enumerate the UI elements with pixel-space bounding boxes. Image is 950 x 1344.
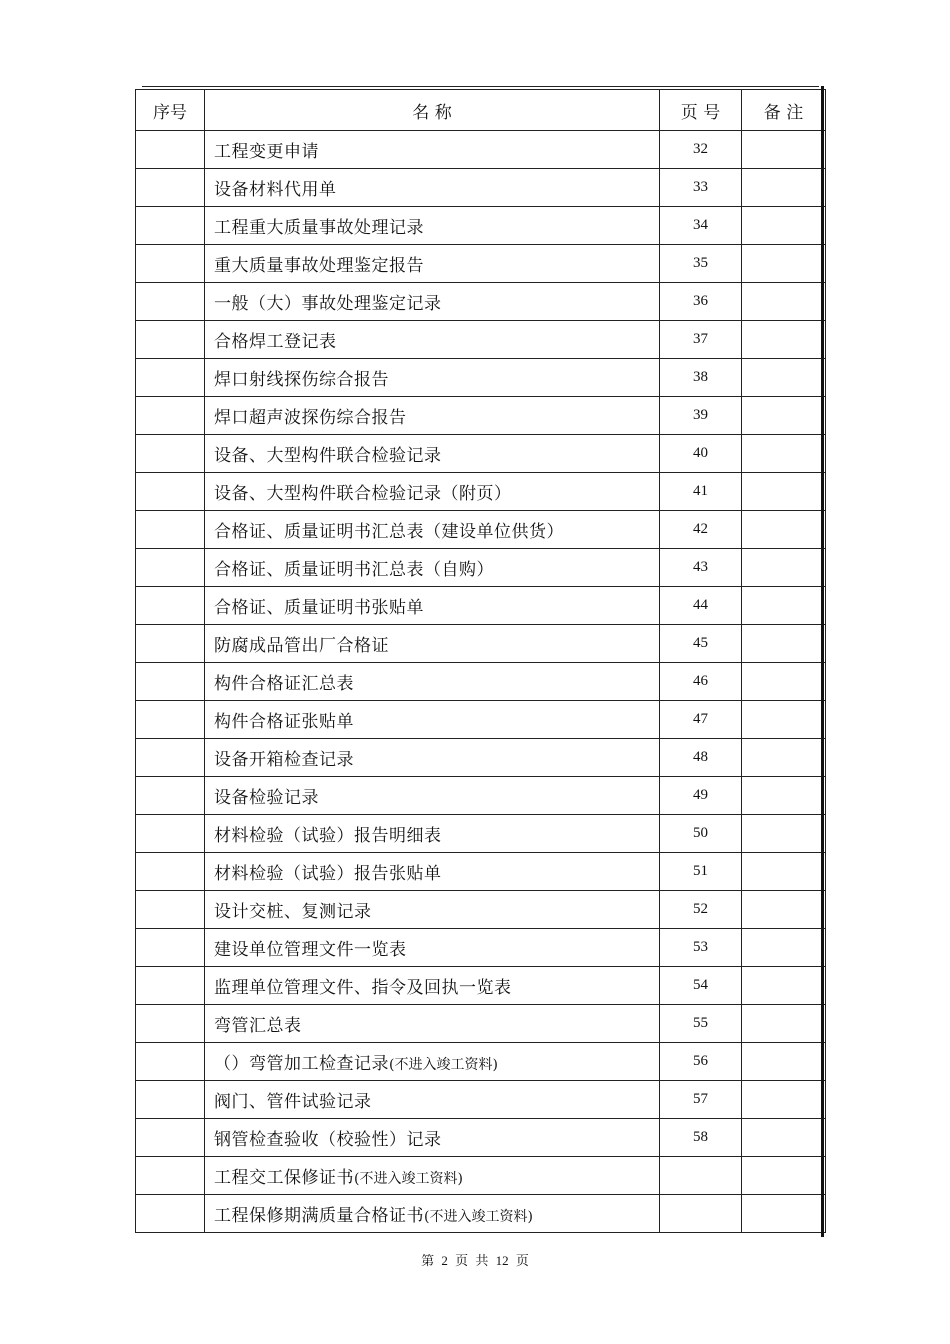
row-page: 33 [660,169,742,207]
row-name-cell [205,169,660,207]
row-page: 38 [660,359,742,397]
row-page: 54 [660,967,742,1005]
table-row [136,359,826,397]
row-remark-cell [742,283,826,321]
row-remark-cell [742,397,826,435]
row-page [660,1157,742,1195]
row-seq-cell [136,549,205,587]
row-seq-cell [136,929,205,967]
row-name-cell [205,625,660,663]
page-footer: 第 2 页 共 12 页 [421,1253,529,1268]
row-remark-cell [742,929,826,967]
row-name: 监理单位管理文件、指令及回执一览表 [214,978,512,998]
row-remark-cell [742,625,826,663]
row-note: (不进入竣工资料) [389,1057,498,1073]
row-name-cell [205,131,660,169]
row-remark-cell [742,1119,826,1157]
row-name-cell [205,1081,660,1119]
row-page: 37 [660,321,742,359]
row-seq-cell [136,967,205,1005]
row-name-cell [205,511,660,549]
row-remark-cell [742,587,826,625]
row-seq-cell [136,815,205,853]
row-seq-cell [136,739,205,777]
row-name-cell [205,1005,660,1043]
row-page: 45 [660,625,742,663]
row-name: 焊口射线探伤综合报告 [214,370,389,390]
row-name-cell [205,1119,660,1157]
row-name: 构件合格证张贴单 [214,712,354,732]
table-row [136,1119,826,1157]
row-name-cell [205,1157,660,1195]
row-seq-cell [136,435,205,473]
row-seq-cell [136,701,205,739]
table-row [136,397,826,435]
row-seq-cell [136,777,205,815]
row-name-cell [205,435,660,473]
row-name: 设备材料代用单 [214,180,337,200]
row-name: 工程变更申请 [214,142,319,162]
table-right-border [821,86,824,1237]
row-name: 工程交工保修证书 [214,1168,354,1188]
table-row [136,625,826,663]
row-seq-cell [136,511,205,549]
row-name: 阀门、管件试验记录 [214,1092,372,1112]
row-seq-cell [136,169,205,207]
row-name-cell [205,283,660,321]
row-seq-cell [136,1195,205,1233]
table-row [136,207,826,245]
row-page: 51 [660,853,742,891]
row-page: 39 [660,397,742,435]
row-name: 钢管检查验收（校验性）记录 [214,1130,442,1150]
row-name: 工程重大质量事故处理记录 [214,218,424,238]
row-seq-cell [136,853,205,891]
row-name-cell [205,245,660,283]
row-seq-cell [136,245,205,283]
row-name-cell [205,853,660,891]
row-name-cell [205,359,660,397]
row-note: (不进入竣工资料) [354,1171,463,1187]
row-name: 建设单位管理文件一览表 [214,940,407,960]
table-row [136,1005,826,1043]
row-seq-cell [136,1119,205,1157]
table-row [136,739,826,777]
row-remark-cell [742,701,826,739]
table-row [136,1195,826,1233]
table-row [136,435,826,473]
table-row [136,511,826,549]
row-name: 设备、大型构件联合检验记录 [214,446,442,466]
row-remark-cell [742,777,826,815]
row-seq-cell [136,359,205,397]
row-remark-cell [742,1157,826,1195]
row-name: 合格焊工登记表 [214,332,337,352]
row-seq-cell [136,1157,205,1195]
row-seq-cell [136,891,205,929]
row-page: 56 [660,1043,742,1081]
header-page: 页 号 [660,90,742,131]
table-row [136,891,826,929]
row-page: 40 [660,435,742,473]
row-seq-cell [136,587,205,625]
row-name-cell [205,397,660,435]
row-name-cell [205,321,660,359]
row-page: 52 [660,891,742,929]
row-note: (不进入竣工资料) [424,1209,533,1225]
row-name: 合格证、质量证明书汇总表（建设单位供货） [214,522,564,542]
row-seq-cell [136,625,205,663]
top-rule [142,86,819,87]
row-name-cell [205,739,660,777]
row-name-cell [205,929,660,967]
row-name: 材料检验（试验）报告明细表 [214,826,442,846]
row-name: 合格证、质量证明书张贴单 [214,598,424,618]
row-seq-cell [136,1043,205,1081]
row-page: 49 [660,777,742,815]
row-remark-cell [742,1081,826,1119]
row-remark-cell [742,663,826,701]
row-remark-cell [742,245,826,283]
table-row [136,283,826,321]
row-remark-cell [742,1005,826,1043]
row-page: 32 [660,131,742,169]
row-remark-cell [742,207,826,245]
table-row [136,473,826,511]
row-name-cell [205,587,660,625]
row-seq-cell [136,131,205,169]
row-page: 57 [660,1081,742,1119]
row-seq-cell [136,1081,205,1119]
table-header-row [136,90,826,131]
row-remark-cell [742,359,826,397]
header-seq: 序号 [136,90,205,131]
row-page: 53 [660,929,742,967]
row-remark-cell [742,739,826,777]
row-remark-cell [742,967,826,1005]
row-name-cell [205,777,660,815]
row-name: 防腐成品管出厂合格证 [214,636,389,656]
row-seq-cell [136,321,205,359]
row-page: 46 [660,663,742,701]
row-name: 一般（大）事故处理鉴定记录 [214,294,442,314]
row-remark-cell [742,435,826,473]
row-name-cell [205,473,660,511]
table-row [136,929,826,967]
row-remark-cell [742,131,826,169]
row-page: 43 [660,549,742,587]
row-name-cell [205,549,660,587]
table-row [136,815,826,853]
row-name: 工程保修期满质量合格证书 [214,1206,424,1226]
row-page: 41 [660,473,742,511]
row-page: 34 [660,207,742,245]
row-name: 设备、大型构件联合检验记录（附页） [214,484,512,504]
row-remark-cell [742,1043,826,1081]
table-row [136,549,826,587]
row-name-cell [205,701,660,739]
row-name: （）弯管加工检查记录 [214,1054,389,1074]
row-remark-cell [742,549,826,587]
row-remark-cell [742,473,826,511]
row-name-cell [205,967,660,1005]
table-row [136,663,826,701]
table-row [136,1081,826,1119]
row-name: 设计交桩、复测记录 [214,902,372,922]
index-table [135,89,826,1233]
row-name-cell [205,1043,660,1081]
row-remark-cell [742,511,826,549]
row-name-cell [205,207,660,245]
row-remark-cell [742,853,826,891]
row-name: 合格证、质量证明书汇总表（自购） [214,560,494,580]
row-page: 42 [660,511,742,549]
table-row [136,701,826,739]
row-seq-cell [136,1005,205,1043]
row-page [660,1195,742,1233]
table-row [136,245,826,283]
table-row [136,587,826,625]
row-remark-cell [742,891,826,929]
header-note: 备 注 [742,90,826,131]
row-name: 设备开箱检查记录 [214,750,354,770]
row-name: 焊口超声波探伤综合报告 [214,408,407,428]
row-name: 重大质量事故处理鉴定报告 [214,256,424,276]
row-page: 48 [660,739,742,777]
table-row [136,131,826,169]
row-remark-cell [742,321,826,359]
table-row [136,169,826,207]
row-page: 35 [660,245,742,283]
table-row [136,1043,826,1081]
row-seq-cell [136,397,205,435]
row-remark-cell [742,815,826,853]
row-remark-cell [742,1195,826,1233]
row-name: 设备检验记录 [214,788,319,808]
table-row [136,321,826,359]
row-page: 44 [660,587,742,625]
header-name: 名 称 [412,102,452,123]
row-name-cell [205,663,660,701]
row-seq-cell [136,663,205,701]
row-page: 58 [660,1119,742,1157]
table-row [136,853,826,891]
row-name: 材料检验（试验）报告张贴单 [214,864,442,884]
row-name-cell [205,891,660,929]
table-row [136,1157,826,1195]
row-name-cell [205,815,660,853]
row-name-cell [205,1195,660,1233]
table-row [136,967,826,1005]
row-page: 47 [660,701,742,739]
row-seq-cell [136,473,205,511]
row-name: 构件合格证汇总表 [214,674,354,694]
row-remark-cell [742,169,826,207]
row-seq-cell [136,207,205,245]
row-page: 55 [660,1005,742,1043]
row-page: 50 [660,815,742,853]
row-page: 36 [660,283,742,321]
row-seq-cell [136,283,205,321]
row-name: 弯管汇总表 [214,1016,302,1036]
table-row [136,777,826,815]
